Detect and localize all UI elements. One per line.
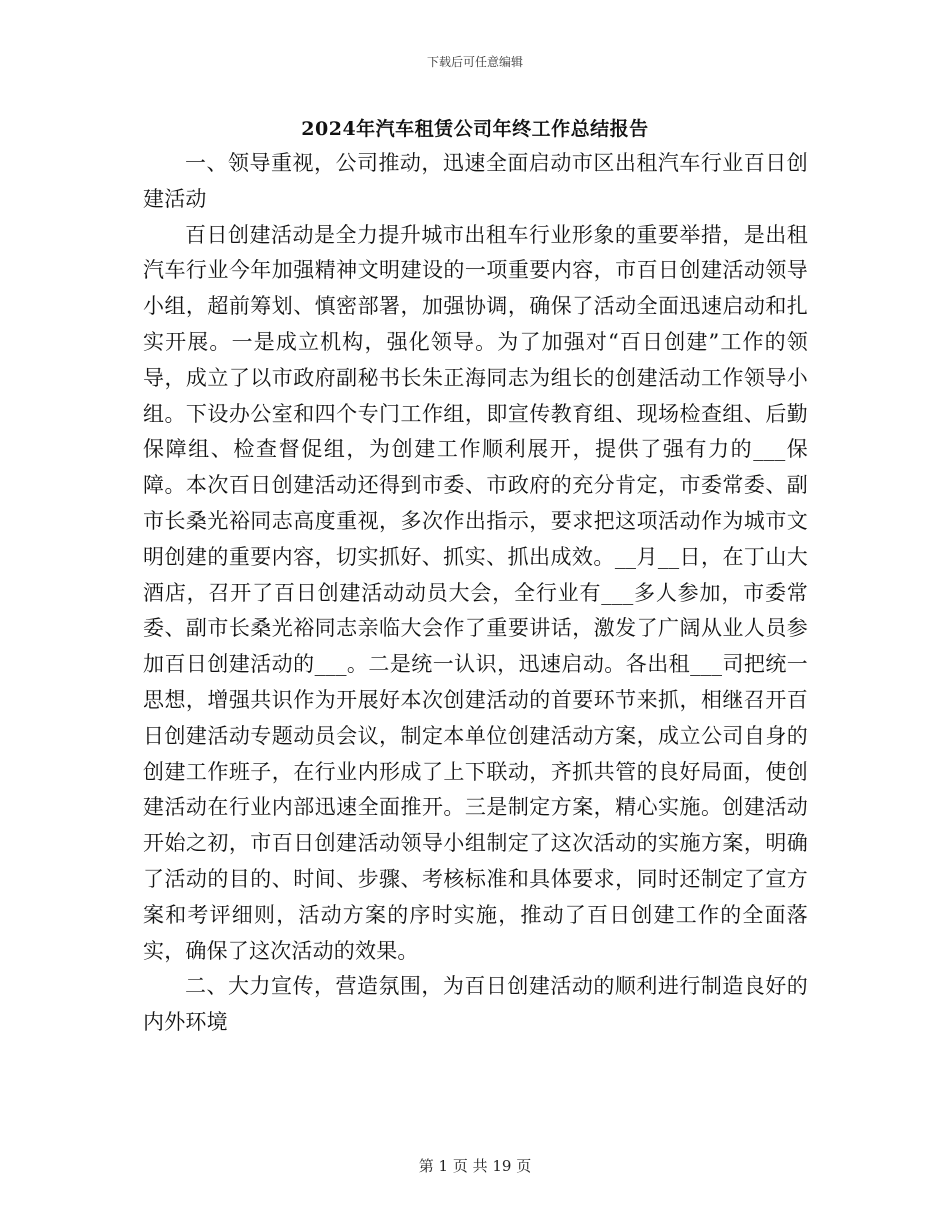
page-number: 第 1 页 共 19 页	[418, 1157, 532, 1175]
document-body	[143, 146, 808, 1041]
document-title: 2024年汽车租赁公司年终工作总结报告	[301, 118, 649, 140]
section-heading-1: 一、领导重视，公司推动，迅速全面启动市区出租汽车行业百日创建活动	[143, 151, 808, 211]
body-paragraph: 百日创建活动是全力提升城市出租车行业形象的重要举措，是出租汽车行业今年加强精神文明建设的一项重要内容，市百日创建活动领导小组，超前筹划、慎密部署，加强协调，确保了活动全面迅速启动和扎实开展。一是成立机构，强化领导。为了加强对“百日创建”工作的领导，成立了以市政府副秘书长朱正海同志为组长的创建活动工作领导小组。下设办公室和四个专门工作组，即宣传教育组、现场检查组、后勤保障组、检查督促组，为创建工作顺利展开，提供了强有力的___保障。本次百日创建活动还得到市委、市政府的充分肯定，市委常委、副市长桑光裕同志高度重视，多次作出指示，要求把这项活动作为城市文明创建的重要内容，切实抓好、抓实、抓出成效。__月__日，在丁山大酒店，召开了百日创建活动动员大会，全行业有___多人参加，市委常委、副市长桑光裕同志亲临大会作了重要讲话，激发了广阔从业人员参加百日创建活动的___。二是统一认识，迅速启动。各出租___司把统一思想，增强共识作为开展好本次创建活动的首要环节来抓，相继召开百日创建活动专题动员会议，制定本单位创建活动方案，成立公司自身的创建工作班子，在行业内形成了上下联动，齐抓共管的良好局面，使创建活动在行业内部迅速全面推开。三是制定方案，精心实施。创建活动开始之初，市百日创建活动领导小组制定了这次活动的实施方案，明确了活动的目的、时间、步骤、考核标准和具体要求，同时还制定了宣方案和考评细则，活动方案的序时实施，推动了百日创建工作的全面落实，确保了这次活动的效果。	[143, 222, 808, 963]
section-heading-2: 二、大力宣传，营造氛围，为百日创建活动的顺利进行制造良好的内外环境	[143, 974, 808, 1035]
download-note: 下载后可任意编辑	[426, 55, 523, 69]
